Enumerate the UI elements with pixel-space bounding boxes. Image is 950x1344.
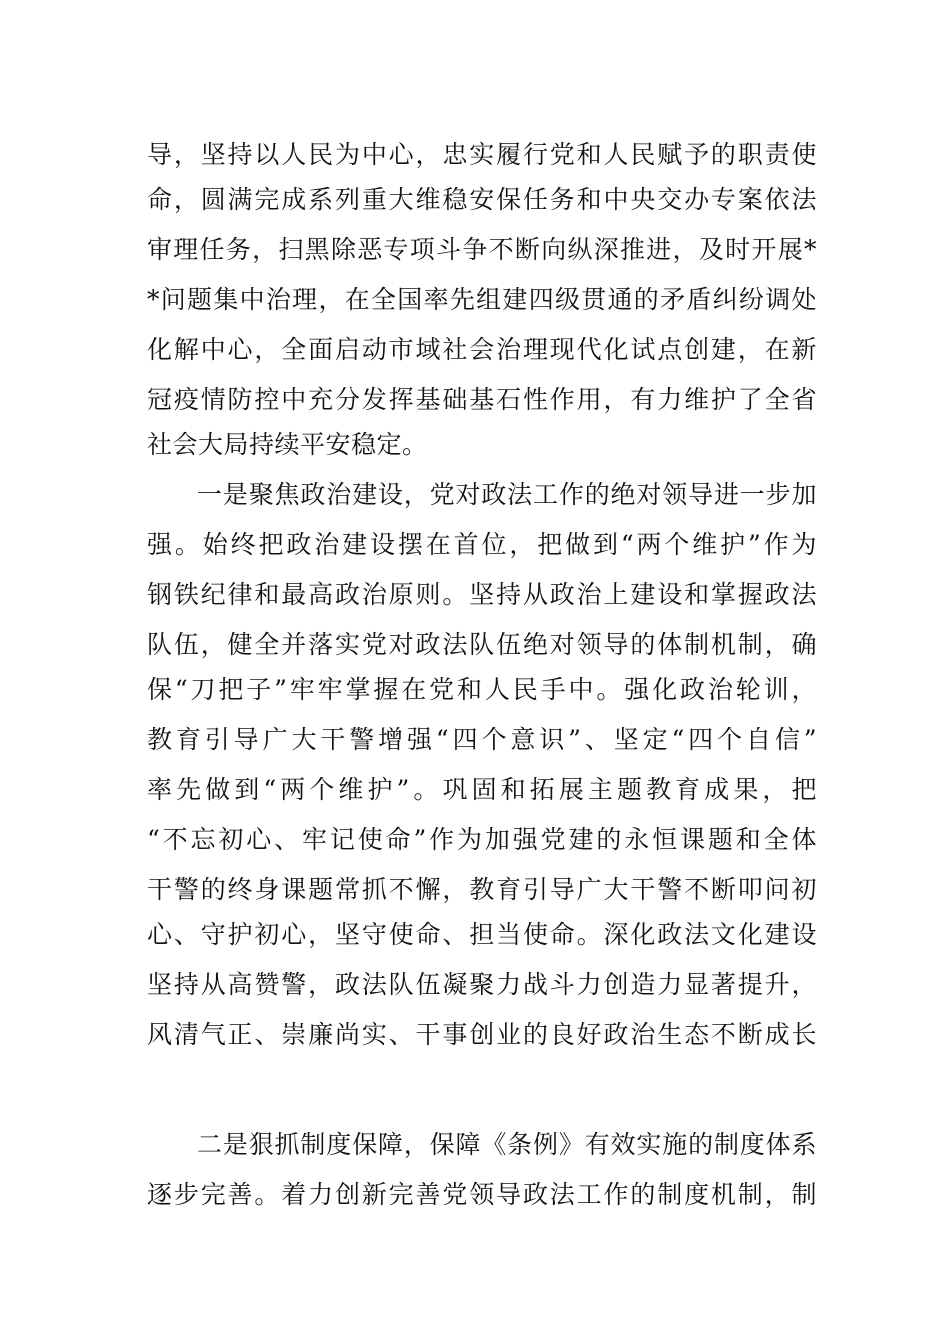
text-line: *问题集中治理，在全国率先组建四级贯通的矛盾纠纷调处 bbox=[147, 285, 817, 314]
text-line: 审理任务，扫黑除恶专项斗争不断向纵深推进，及时开展* bbox=[147, 235, 817, 264]
text-line: “不忘初心、牢记使命”作为加强党建的永恒课题和全体 bbox=[147, 825, 817, 854]
text-line: 逐步完善。着力创新完善党领导政法工作的制度机制，制 bbox=[147, 1180, 817, 1209]
text-line: 钢铁纪律和最高政治原则。坚持从政治上建设和掌握政法 bbox=[147, 580, 817, 609]
text-line: 命，圆满完成系列重大维稳安保任务和中央交办专案依法 bbox=[147, 185, 817, 214]
text-line: 队伍，健全并落实党对政法队伍绝对领导的体制机制，确 bbox=[147, 630, 817, 659]
paragraph-first-line: 一是聚焦政治建设，党对政法工作的绝对领导进一步加 bbox=[197, 480, 817, 509]
paragraph-first-line: 二是狠抓制度保障，保障《条例》有效实施的制度体系 bbox=[197, 1130, 817, 1159]
text-line: 坚持从高赞警，政法队伍凝聚力战斗力创造力显著提升， bbox=[147, 970, 817, 999]
text-line: 强。始终把政治建设摆在首位，把做到“两个维护”作为 bbox=[147, 530, 817, 559]
text-line: 冠疫情防控中充分发挥基础基石性作用，有力维护了全省 bbox=[147, 385, 817, 414]
text-line: 保“刀把子”牢牢掌握在党和人民手中。强化政治轮训， bbox=[147, 675, 817, 704]
text-line: 心、守护初心，坚守使命、担当使命。深化政法文化建设 bbox=[147, 920, 817, 949]
text-line: 干警的终身课题常抓不懈，教育引导广大干警不断叩问初 bbox=[147, 875, 817, 904]
text-line: 教育引导广大干警增强“四个意识”、坚定“四个自信” bbox=[147, 725, 817, 754]
text-line: 化解中心，全面启动市域社会治理现代化试点创建，在新 bbox=[147, 335, 817, 364]
text-line: 导，坚持以人民为中心，忠实履行党和人民赋予的职责使 bbox=[147, 140, 817, 169]
text-line: 率先做到“两个维护”。巩固和拓展主题教育成果，把 bbox=[147, 775, 817, 804]
text-line: 风清气正、崇廉尚实、干事创业的良好政治生态不断成长 bbox=[147, 1020, 817, 1049]
text-line: 社会大局持续平安稳定。 bbox=[147, 430, 428, 459]
